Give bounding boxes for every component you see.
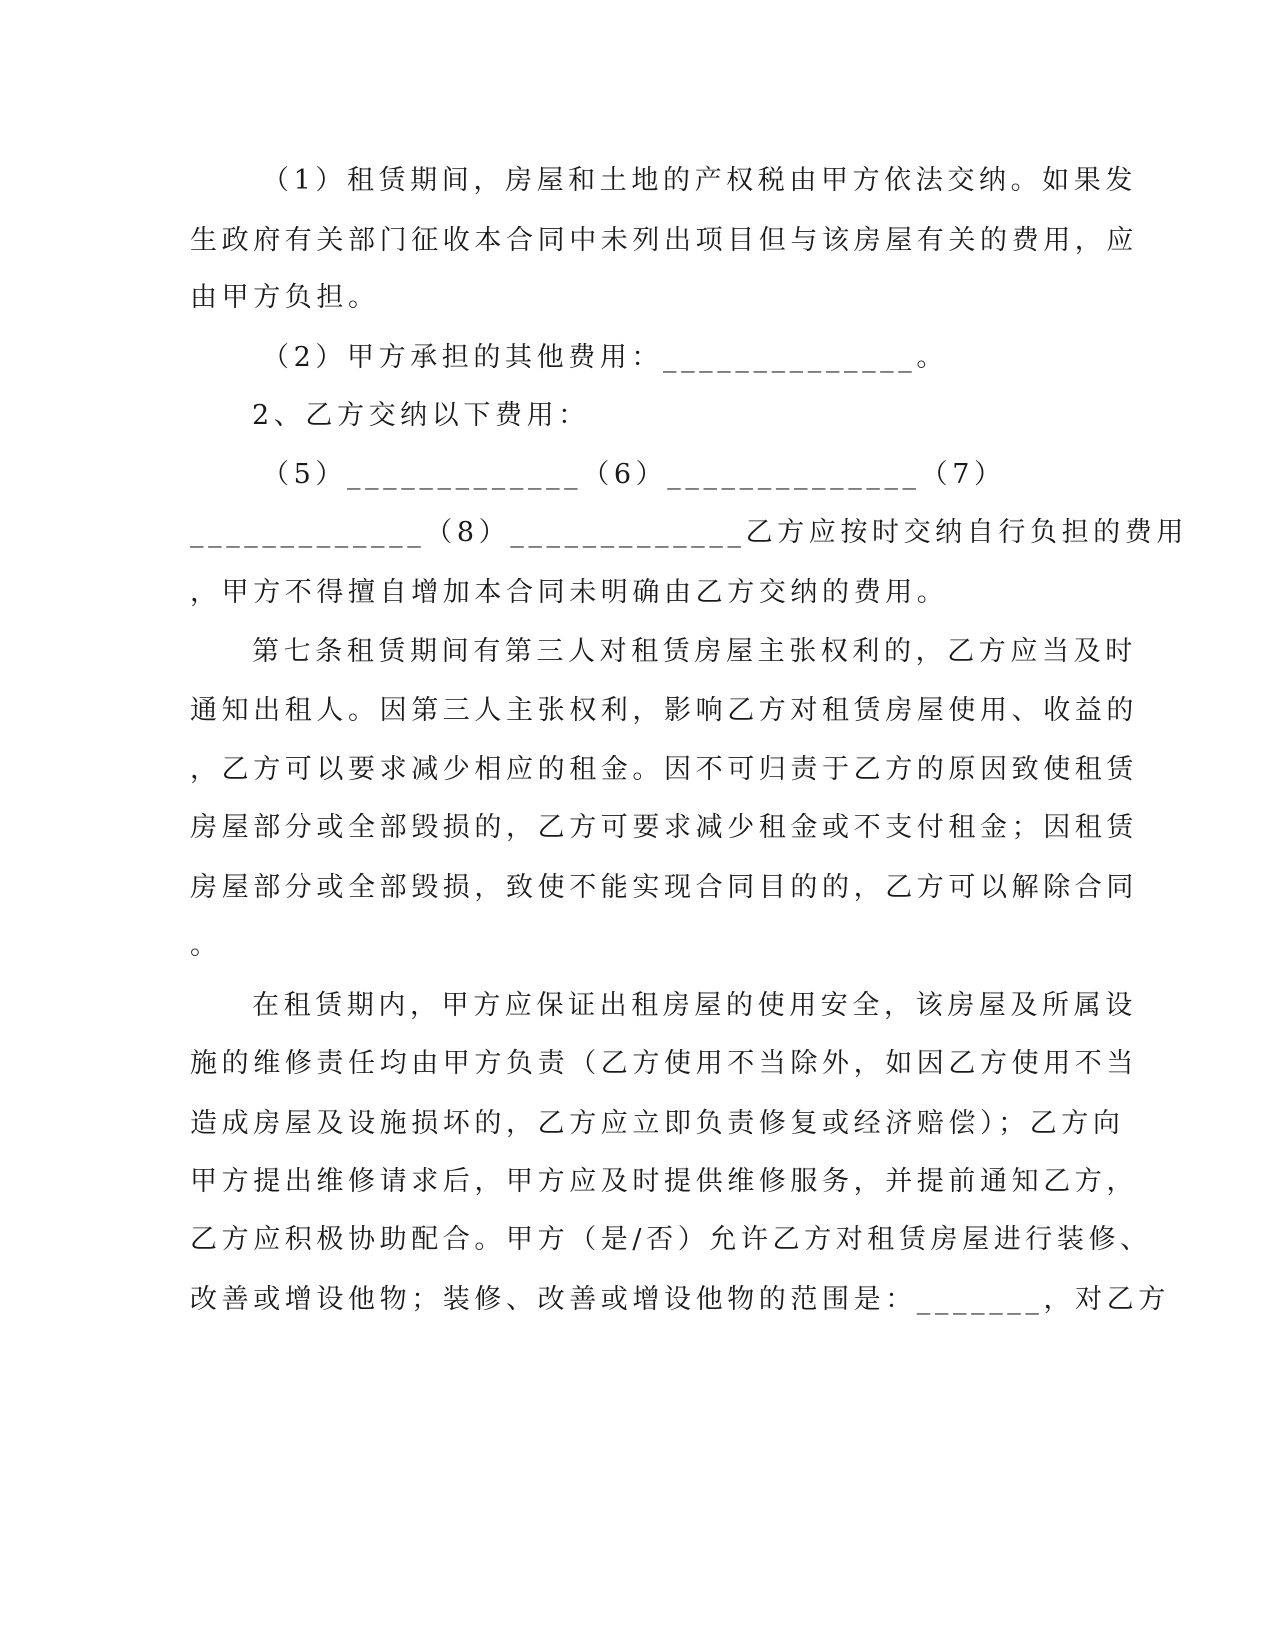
text-line: （2）甲方承担的其他费用：______________。 [262, 342, 948, 373]
text-line: （1）租赁期间，房屋和土地的产权税由甲方依法交纳。如果发 [262, 165, 1137, 196]
text-line: 造成房屋及设施损坏的，乙方应立即负责修复或经济赔偿）；乙方向 [190, 1108, 1125, 1139]
text-line: _____________（8）_____________乙方应按时交纳自行负担的费用 [190, 517, 1188, 548]
text-line: 甲方提出维修请求后，甲方应及时提供维修服务，并提前通知乙方， [190, 1166, 1138, 1197]
text-line: 房屋部分或全部毁损的，乙方可要求减少租金或不支付租金；因租赁 [190, 812, 1138, 843]
text-line: 第七条租赁期间有第三人对租赁房屋主张权利的，乙方应当及时 [252, 636, 1137, 667]
text-line: 通知出租人。因第三人主张权利，影响乙方对租赁房屋使用、收益的 [190, 695, 1138, 726]
text-line: 改善或增设他物；装修、改善或增设他物的范围是：_______，对乙方 [190, 1284, 1170, 1315]
text-line: 施的维修责任均由甲方负责（乙方使用不当除外，如因乙方使用不当 [190, 1048, 1138, 1079]
text-line: 。 [190, 930, 222, 961]
text-line: 在租赁期内，甲方应保证出租房屋的使用安全，该房屋及所属设 [252, 990, 1137, 1021]
text-line: 2、乙方交纳以下费用： [252, 400, 590, 431]
text-line: 由甲方负担。 [190, 282, 380, 313]
text-line: 生政府有关部门征收本合同中未列出项目但与该房屋有关的费用，应 [190, 225, 1138, 256]
text-line: ，甲方不得擅自增加本合同未明确由乙方交纳的费用。 [190, 577, 949, 608]
text-line: 房屋部分或全部毁损，致使不能实现合同目的的，乙方可以解除合同 [190, 872, 1138, 903]
text-line: ，乙方可以要求减少相应的租金。因不可归责于乙方的原因致使租赁 [190, 754, 1138, 785]
text-line: 乙方应积极协助配合。甲方（是/否）允许乙方对租赁房屋进行装修、 [190, 1224, 1152, 1255]
text-line: （5）_____________（6）______________（7） [262, 459, 1006, 490]
